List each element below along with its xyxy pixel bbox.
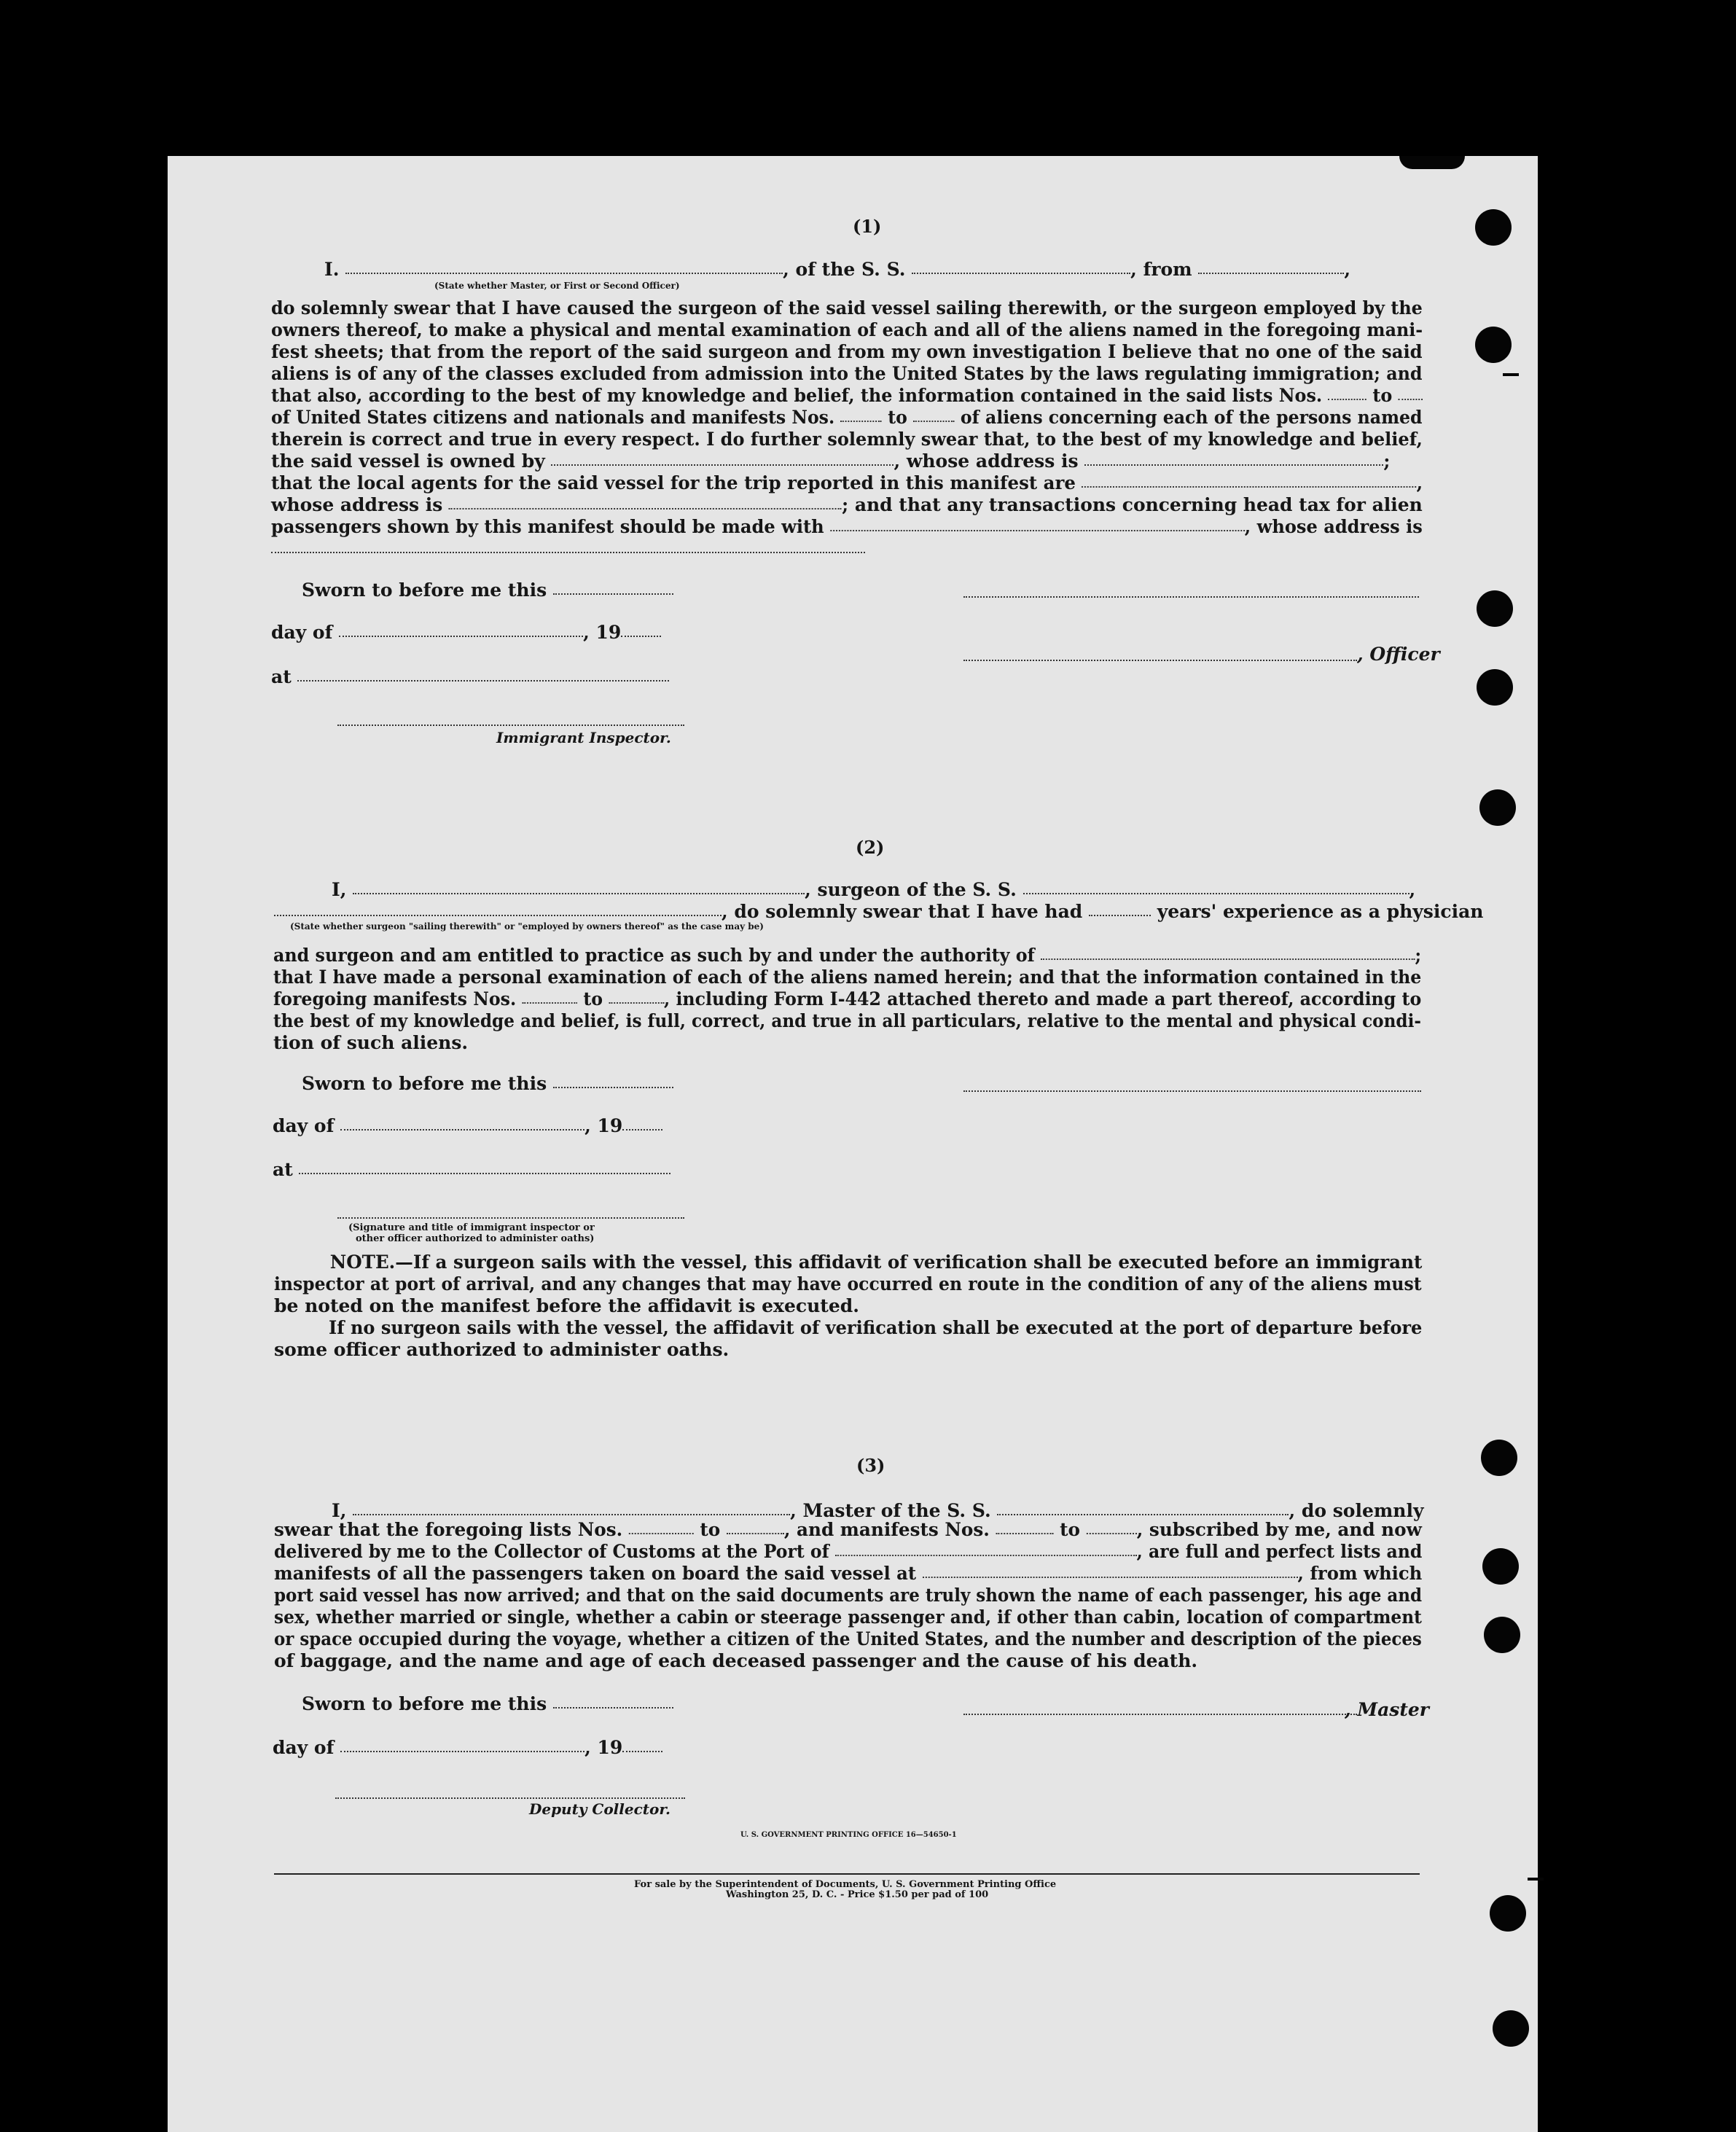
s2-day: day of , 19 <box>273 1115 662 1136</box>
s3-lists-from-blank[interactable] <box>629 1533 694 1534</box>
note-line: be noted on the manifest before the affidavit is executed. <box>274 1295 859 1316</box>
s3-master-signature-line[interactable] <box>963 1714 1357 1715</box>
s1-para-line: therein is correct and true in every respect. I do further solemnly swear that, to the best of my knowledge and belief, <box>271 429 1423 450</box>
s3-master-name-blank[interactable] <box>353 1514 790 1515</box>
port-of-blank[interactable] <box>835 1555 1137 1556</box>
s2-para-line: the best of my knowledge and belief, is full, correct, and true in all particulars, relative to the mental and physical condi- <box>273 1010 1421 1031</box>
s3-line-1: I, , Master of the S. S. , do solemnly <box>332 1500 1424 1521</box>
s3-para-line: manifests of all the passengers taken on board the said vessel at , from which <box>274 1563 1423 1584</box>
head-tax-party-blank[interactable] <box>830 530 1245 531</box>
s3-para-line: port said vessel has now arrived; and that on the said documents are truly shown the name of each passenger, his age and <box>274 1585 1423 1606</box>
s2-sig-note: other officer authorized to administer oaths) <box>356 1233 595 1244</box>
s3-para-line: sex, whether married or single, whether a cabin or steerage passenger and, if other than cabin, location of compartment <box>274 1606 1422 1628</box>
vessel-name-blank[interactable] <box>912 273 1130 274</box>
s3-lists-to-blank[interactable] <box>727 1533 784 1534</box>
punch-hole <box>1475 327 1512 363</box>
punch-hole <box>1481 1440 1517 1476</box>
note-line: some officer authorized to administer oaths. <box>274 1339 730 1360</box>
s2-surgeon-signature-line[interactable] <box>963 1090 1421 1092</box>
scan-blemish <box>1503 373 1519 376</box>
s3-para-line: swear that the foregoing lists Nos. to , and manifests Nos. to , subscribed by me, and now <box>274 1519 1422 1540</box>
s2-vessel-blank[interactable] <box>1023 893 1409 894</box>
head-tax-address-blank[interactable] <box>271 552 865 553</box>
s3-collector-signature-line[interactable] <box>335 1797 685 1799</box>
s1-para-line: aliens is of any of the classes excluded from admission into the United States by the laws regulating immigration; and <box>271 363 1423 384</box>
s2-line-1: I, , surgeon of the S. S. , <box>332 879 1416 900</box>
sale-notice: Washington 25, D. C. - Price $1.50 per pad of 100 <box>726 1889 989 1900</box>
s1-para-line: the said vessel is owned by , whose address is ; <box>271 450 1391 472</box>
lists-to-blank[interactable] <box>1399 399 1423 400</box>
s1-para-line: fest sheets; that from the report of the said surgeon and from my own investigation I believe that no one of the said <box>271 341 1423 362</box>
s3-deputy-label: Deputy Collector. <box>529 1800 671 1818</box>
punch-hole <box>1490 1895 1526 1932</box>
punch-hole <box>1482 1548 1519 1585</box>
s2-inspector-signature-line[interactable] <box>337 1217 684 1219</box>
s2-sworn: Sworn to before me this <box>302 1073 673 1094</box>
s2-manifests-to-blank[interactable] <box>609 1002 664 1004</box>
s2-para-line: that I have made a personal examination of each of the aliens named herein; and that the information contained in the <box>273 967 1422 988</box>
punch-hole <box>1475 209 1512 246</box>
note-line: NOTE.—If a surgeon sails with the vessel, this affidavit of verification shall be executed before an immigrant <box>329 1252 1423 1273</box>
s2-year-blank[interactable] <box>622 1129 662 1131</box>
manifests-from-blank[interactable] <box>840 421 882 422</box>
s3-year-blank[interactable] <box>622 1751 662 1752</box>
section-1-number: (1) <box>853 216 882 237</box>
master-name-blank[interactable] <box>345 273 783 274</box>
s2-day-blank[interactable] <box>340 1129 584 1131</box>
s3-para-line: of baggage, and the name and age of each deceased passenger and the cause of his death. <box>274 1650 1198 1671</box>
punch-hole <box>1477 590 1513 627</box>
s1-para-line: owners thereof, to make a physical and mental examination of each and all of the aliens named in the foregoing mani- <box>271 319 1423 340</box>
s3-paragraph <box>274 1519 1422 1672</box>
s1-para-line <box>271 538 1423 560</box>
s3-manifests-to-blank[interactable] <box>1087 1533 1137 1534</box>
s1-day-blank[interactable] <box>339 636 583 637</box>
s3-sworn-date-blank[interactable] <box>553 1707 673 1709</box>
punch-hole <box>1479 789 1516 826</box>
s3-manifests-from-blank[interactable] <box>996 1533 1054 1534</box>
s1-para-line: that also, according to the best of my knowledge and belief, the information contained in the said lists Nos. to <box>271 385 1369 407</box>
scan-blemish <box>1528 1878 1544 1881</box>
s1-paragraph <box>271 297 1423 560</box>
s2-para-line: foregoing manifests Nos. to , including Form I-442 attached thereto and made a part thereof, according to <box>273 988 1422 1010</box>
s1-para-line: passengers shown by this manifest should be made with , whose address is <box>271 516 1423 537</box>
owner-address-blank[interactable] <box>1084 464 1383 466</box>
scan-blemish <box>1399 156 1465 169</box>
years-experience-blank[interactable] <box>1089 915 1151 916</box>
s3-day: day of , 19 <box>273 1737 662 1758</box>
s1-at-blank[interactable] <box>297 680 669 682</box>
s1-officer-note: (State whether Master, or First or Second Officer) <box>434 281 680 291</box>
s2-at-blank[interactable] <box>299 1173 670 1174</box>
boarding-port-blank[interactable] <box>923 1577 1298 1578</box>
punch-hole <box>1477 669 1513 706</box>
s1-para-line: of United States citizens and nationals and manifests Nos. to of aliens concerning each of the persons named <box>271 407 1423 428</box>
lists-from-blank[interactable] <box>1329 399 1366 400</box>
s2-sig-note: (Signature and title of immigrant inspector or <box>348 1222 595 1233</box>
s1-para-line: whose address is ; and that any transactions concerning head tax for alien <box>271 494 1423 515</box>
s2-para-line: and surgeon and am entitled to practice as such by and under the authority of ; <box>273 945 1422 966</box>
s2-manifests-from-blank[interactable] <box>522 1002 577 1004</box>
note-line: If no surgeon sails with the vessel, the affidavit of verification shall be executed at the port of departure before <box>329 1317 1423 1338</box>
s3-sworn: Sworn to before me this <box>302 1693 673 1714</box>
owner-blank[interactable] <box>551 464 894 466</box>
s2-line-2: , do solemnly swear that I have had years' experience as a physician <box>274 901 1483 922</box>
footer-rule <box>274 1873 1420 1875</box>
note-line: inspector at port of arrival, and any changes that may have occurred en route in the condition of any of the aliens must <box>274 1273 1422 1295</box>
s1-sworn-date-blank[interactable] <box>553 593 673 595</box>
s1-para-line: do solemnly swear that I have caused the surgeon of the said vessel sailing therewith, or the surgeon employed by the <box>271 297 1423 319</box>
s1-officer-signature-line[interactable] <box>963 596 1419 598</box>
s3-master-label: , Master <box>1345 1699 1429 1720</box>
s2-at: at <box>273 1159 670 1180</box>
gpo-imprint: U. S. GOVERNMENT PRINTING OFFICE 16—54650-1 <box>740 1831 957 1839</box>
s2-para-line: tion of such aliens. <box>273 1032 469 1053</box>
from-port-blank[interactable] <box>1198 273 1344 274</box>
section-2-number: (2) <box>856 837 885 858</box>
s3-para-line: delivered by me to the Collector of Customs at the Port of , are full and perfect lists and <box>274 1541 1423 1562</box>
s2-paragraph <box>273 945 1421 1054</box>
s2-status-note: (State whether surgeon "sailing therewith" or "employed by owners thereof" as the case may be) <box>290 921 764 932</box>
s3-vessel-blank[interactable] <box>997 1514 1289 1515</box>
s1-at: at <box>271 666 669 687</box>
agents-address-blank[interactable] <box>449 508 842 509</box>
local-agents-blank[interactable] <box>1082 486 1416 488</box>
s1-officer-label: , Officer <box>1357 644 1440 665</box>
s3-para-line: or space occupied during the voyage, whether a citizen of the United States, and the number and description of the pieces <box>274 1628 1422 1649</box>
s1-sworn: Sworn to before me this <box>302 579 673 601</box>
s1-inspector-signature-line[interactable] <box>337 725 684 726</box>
section-3-number: (3) <box>856 1455 885 1476</box>
s1-day: day of , 19 <box>271 622 661 643</box>
sale-notice: For sale by the Superintendent of Documents, U. S. Government Printing Office <box>634 1879 1057 1890</box>
s3-day-blank[interactable] <box>340 1751 584 1752</box>
punch-hole <box>1493 2010 1529 2047</box>
punch-hole <box>1484 1617 1520 1653</box>
authority-blank[interactable] <box>1041 958 1415 960</box>
s1-year-blank[interactable] <box>621 636 661 637</box>
s2-sworn-date-blank[interactable] <box>553 1087 673 1088</box>
s2-note <box>274 1252 1422 1361</box>
surgeon-name-blank[interactable] <box>353 893 805 894</box>
surgeon-status-blank[interactable] <box>274 915 722 916</box>
s1-para-line: that the local agents for the said vessel for the trip reported in this manifest are , <box>271 472 1423 493</box>
manifests-to-blank[interactable] <box>913 421 955 422</box>
s1-officer-title-line[interactable] <box>963 660 1357 661</box>
s1-line-1: I. , of the S. S. , from , <box>324 259 1351 280</box>
s1-inspector-label: Immigrant Inspector. <box>496 729 671 746</box>
